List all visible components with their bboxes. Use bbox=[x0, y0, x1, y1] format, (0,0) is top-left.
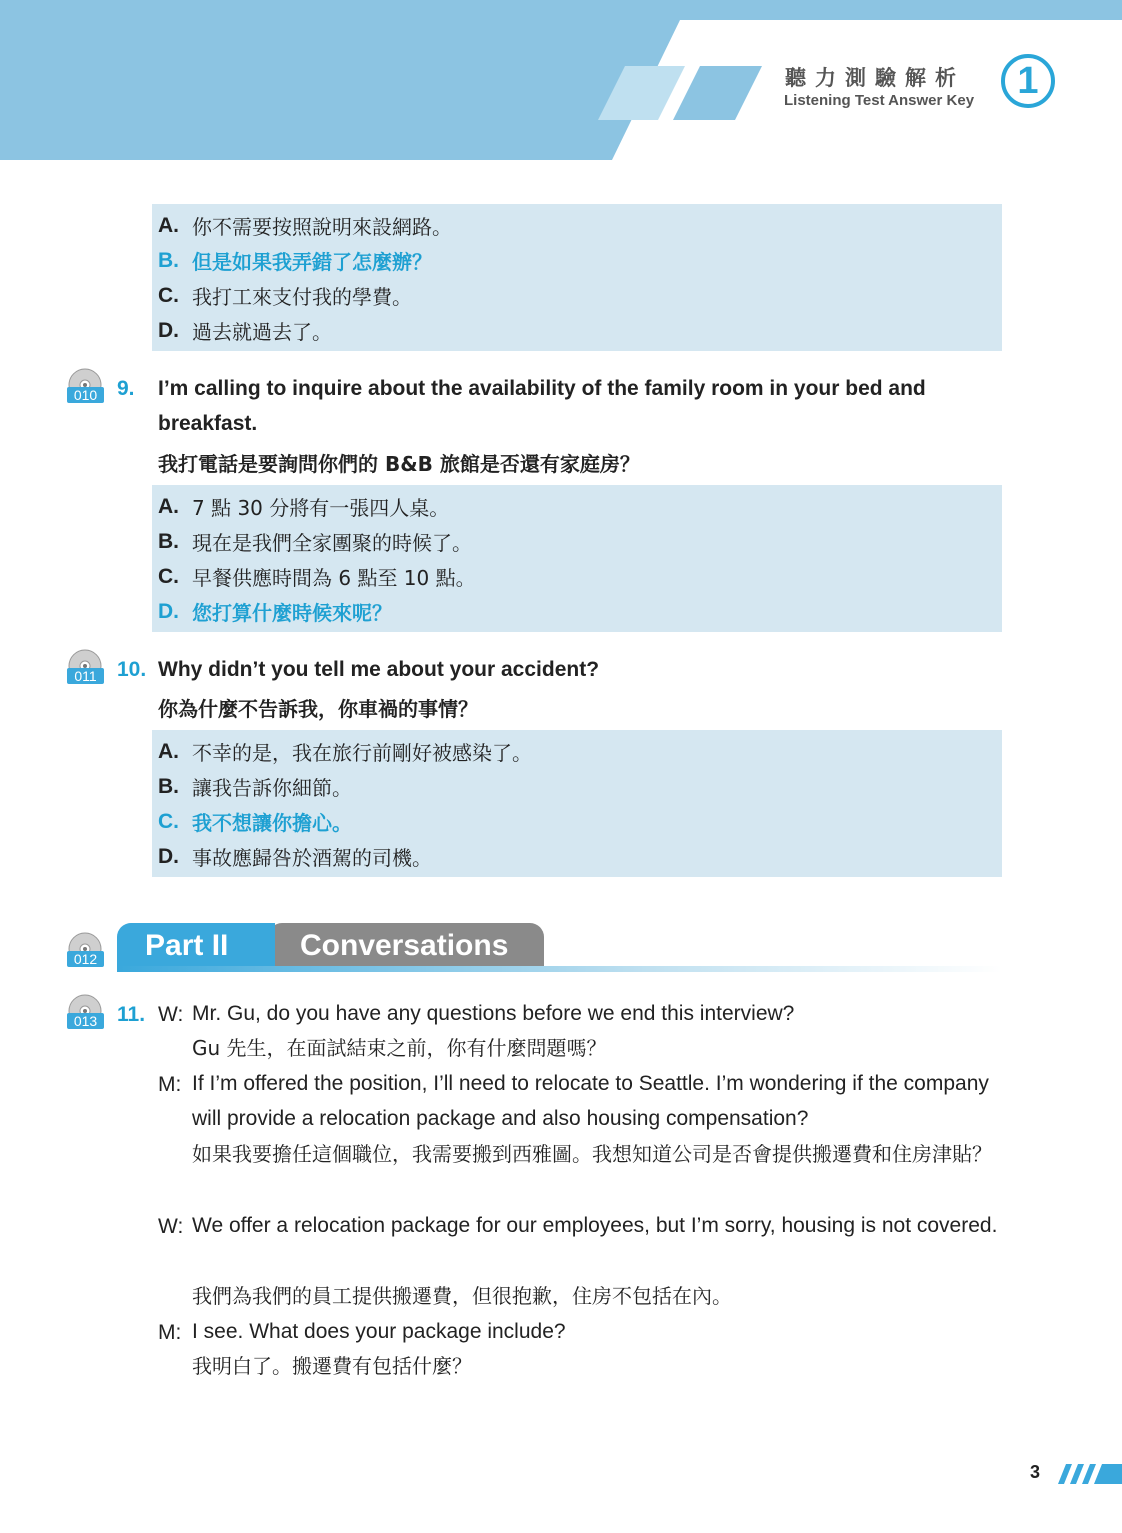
track-number: 012 bbox=[67, 951, 104, 967]
page-number: 3 bbox=[1030, 1462, 1041, 1482]
q10-option-b bbox=[152, 769, 352, 804]
question-text-en: Why didn’t you tell me about your accident? bbox=[158, 658, 600, 681]
conversation-en: If I’m offered the position, I’ll need to relocate to Seattle. I’m wondering if the company will provide a relocation package and also housing compensation? bbox=[192, 1072, 989, 1130]
q9-option-c bbox=[152, 559, 476, 594]
cd-audio-icon[interactable] bbox=[67, 994, 107, 1030]
option-letter: B. bbox=[158, 774, 179, 798]
q10-options-box bbox=[152, 730, 1002, 877]
conversation-zh: 我明白了。搬遷費有包括什麼？ bbox=[192, 1354, 472, 1378]
footer-stripes bbox=[1058, 1464, 1122, 1484]
cd-audio-icon[interactable] bbox=[67, 649, 107, 685]
option-text: 過去就過去了。 bbox=[192, 320, 332, 344]
question-text-zh: 你為什麼不告訴我，你車禍的事情？ bbox=[158, 697, 478, 721]
option-text: 7 點 30 分將有一張四人桌。 bbox=[192, 496, 450, 520]
option-letter: C. bbox=[158, 809, 179, 833]
q9-options-box bbox=[152, 485, 1002, 632]
section-title bbox=[268, 923, 544, 968]
section-label: Part II bbox=[117, 923, 275, 968]
option-text: 我不想讓你擔心。 bbox=[192, 811, 352, 835]
option-text: 但是如果我弄錯了怎麼辦？ bbox=[192, 250, 432, 274]
option-text: 不幸的是，我在旅行前剛好被感染了。 bbox=[192, 741, 532, 765]
section-divider bbox=[117, 966, 1002, 972]
question-text-en: I’m calling to inquire about the availability of the family room in your bed and bbox=[158, 377, 926, 400]
q9-option-a bbox=[152, 489, 449, 524]
q8-option-a bbox=[152, 208, 452, 243]
section-title-text: Conversations bbox=[300, 928, 509, 962]
q10-option-c-correct bbox=[152, 804, 352, 839]
conversation-en: We offer a relocation package for our employees, but I’m sorry, housing is not covered. bbox=[192, 1214, 998, 1237]
cd-audio-icon[interactable] bbox=[67, 368, 107, 404]
track-number: 010 bbox=[67, 387, 104, 403]
speaker-label: W: bbox=[158, 1003, 184, 1026]
option-text: 你不需要按照說明來設網路。 bbox=[192, 215, 452, 239]
q8-option-d bbox=[152, 313, 332, 348]
conversation-zh: 如果我要擔任這個職位，我需要搬到西雅圖。我想知道公司是否會提供搬遷費和住房津貼？ bbox=[192, 1142, 992, 1166]
q9-option-b bbox=[152, 524, 472, 559]
q8-options-box bbox=[152, 204, 1002, 351]
q10-option-a bbox=[152, 734, 532, 769]
option-letter: D. bbox=[158, 318, 179, 342]
q8-option-c bbox=[152, 278, 412, 313]
question-number: 11. bbox=[117, 1003, 146, 1026]
conversation-zh: Gu 先生，在面試結束之前，你有什麼問題嗎？ bbox=[192, 1036, 607, 1060]
option-text: 事故應歸咎於酒駕的司機。 bbox=[192, 846, 432, 870]
conversation-en: Mr. Gu, do you have any questions before we end this interview? bbox=[192, 1002, 795, 1025]
speaker-label: W: bbox=[158, 1215, 184, 1238]
track-number: 011 bbox=[67, 668, 104, 684]
conversation-zh: 我們為我們的員工提供搬遷費，但很抱歉，住房不包括在內。 bbox=[192, 1284, 732, 1308]
option-letter: B. bbox=[158, 248, 179, 272]
option-letter: A. bbox=[158, 494, 179, 518]
option-letter: D. bbox=[158, 599, 179, 623]
q9-option-d-correct bbox=[152, 594, 392, 629]
option-text: 您打算什麼時候來呢？ bbox=[192, 601, 392, 625]
option-letter: A. bbox=[158, 739, 179, 763]
speaker-label: M: bbox=[158, 1073, 182, 1096]
option-letter: B. bbox=[158, 529, 179, 553]
question-text-zh: 我打電話是要詢問你們的 B&B 旅館是否還有家庭房？ bbox=[158, 452, 640, 476]
speaker-label: M: bbox=[158, 1321, 182, 1344]
chapter-badge: 1 bbox=[1001, 54, 1055, 108]
conversation-en: I see. What does your package include? bbox=[192, 1320, 566, 1343]
option-letter: C. bbox=[158, 564, 179, 588]
q8-option-b-correct bbox=[152, 243, 432, 278]
question-number: 10. bbox=[117, 658, 147, 681]
option-text: 讓我告訴你細節。 bbox=[192, 776, 352, 800]
q10-option-d bbox=[152, 839, 432, 874]
option-letter: C. bbox=[158, 283, 179, 307]
option-letter: D. bbox=[158, 844, 179, 868]
question-text-en-cont: breakfast. bbox=[158, 412, 258, 435]
header-title-en: Listening Test Answer Key bbox=[784, 92, 975, 109]
track-number: 013 bbox=[67, 1013, 104, 1029]
header-title-zh: 聽力測驗解析 bbox=[785, 66, 965, 90]
option-text: 我打工來支付我的學費。 bbox=[192, 285, 412, 309]
cd-audio-icon[interactable] bbox=[67, 932, 107, 968]
question-number: 9. bbox=[117, 377, 135, 400]
option-text: 早餐供應時間為 6 點至 10 點。 bbox=[192, 566, 476, 590]
option-letter: A. bbox=[158, 213, 179, 237]
option-text: 現在是我們全家團聚的時候了。 bbox=[192, 531, 472, 555]
